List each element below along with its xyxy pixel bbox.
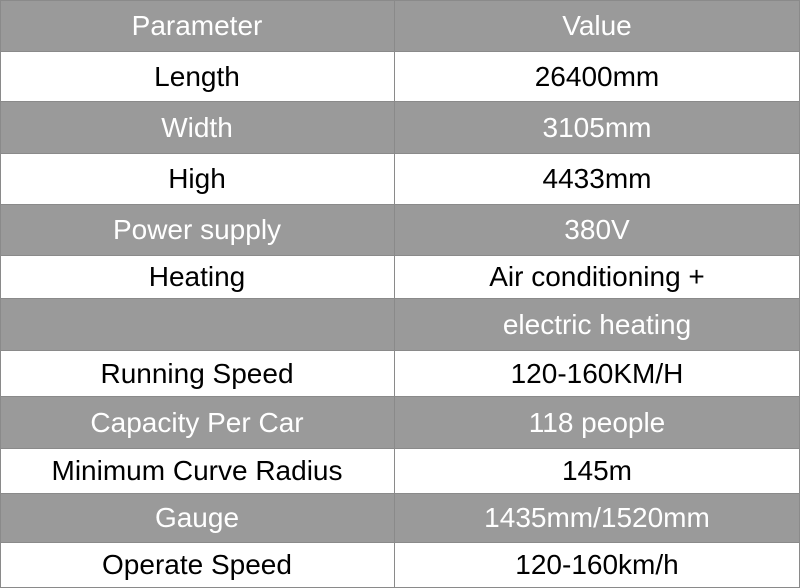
table-cell-value: 4433mm [395,154,800,205]
table-cell-parameter [0,299,395,351]
table-cell-value: 120-160km/h [395,543,800,588]
table-cell-value: 120-160KM/H [395,351,800,397]
header-value: Value [395,0,800,52]
table-cell-value: 145m [395,449,800,494]
header-parameter: Parameter [0,0,395,52]
table-cell-parameter: Operate Speed [0,543,395,588]
table-cell-value: 1435mm/1520mm [395,494,800,543]
table-cell-value: electric heating [395,299,800,351]
table-cell-value: 118 people [395,397,800,449]
table-cell-value: 380V [395,205,800,256]
table-cell-value: 3105mm [395,102,800,154]
table-cell-value: Air conditioning + [395,256,800,299]
table-cell-parameter: Capacity Per Car [0,397,395,449]
table-cell-parameter: Length [0,52,395,102]
table-cell-parameter: Running Speed [0,351,395,397]
table-cell-parameter: High [0,154,395,205]
table-cell-parameter: Minimum Curve Radius [0,449,395,494]
table-cell-parameter: Power supply [0,205,395,256]
table-cell-parameter: Width [0,102,395,154]
table-cell-parameter: Heating [0,256,395,299]
table-cell-parameter: Gauge [0,494,395,543]
table-cell-value: 26400mm [395,52,800,102]
